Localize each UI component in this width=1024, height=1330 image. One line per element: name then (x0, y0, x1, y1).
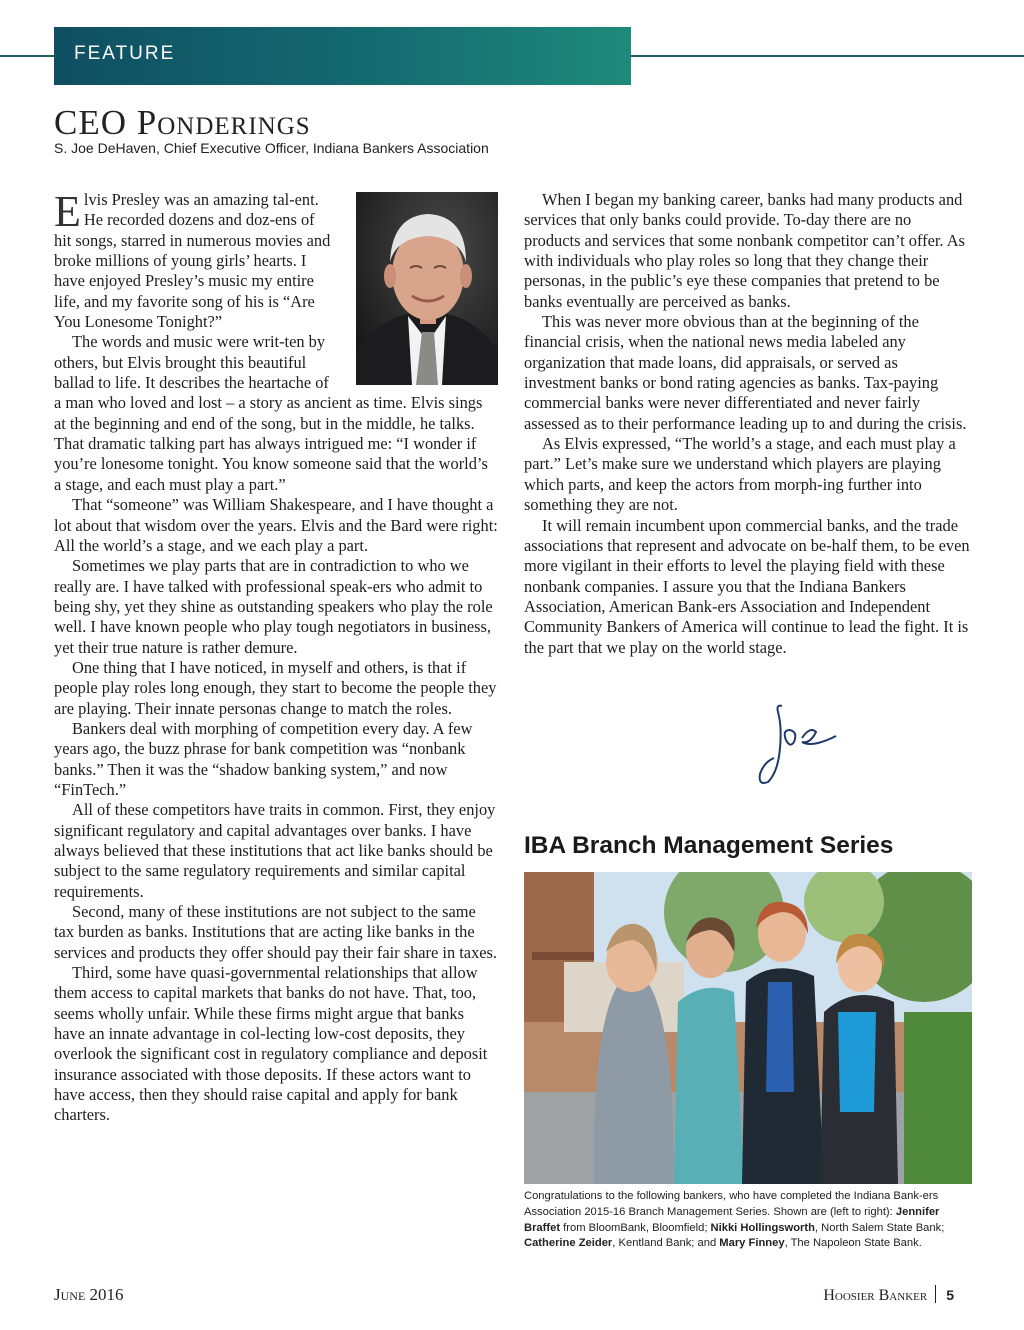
caption-bank: , The Napoleon State Bank. (784, 1237, 922, 1250)
group-photo (524, 872, 972, 1184)
byline: S. Joe DeHaven, Chief Executive Officer, Indiana Bankers Association (54, 140, 489, 156)
article-column-left (54, 187, 498, 1126)
photo-caption (524, 1189, 972, 1252)
paragraph: As Elvis expressed, “The world’s a stage, and each must play a part.” Let’s make sure we understand which players are playing which parts, and keep the actors from morph-ing further into something they are not. (524, 434, 956, 515)
paragraph: It will remain incumbent upon commercial banks, and the trade associations that represent and advocate on be-half them, to be even more vigilant in their efforts to level the playing field with these nonbank companies. I assure you that the Indiana Bankers Association, American Bank-ers Association and Independent Community Bankers of America will continue to lead the fight. It is the part that we play on the world stage. (524, 515, 970, 657)
caption-name: Catherine Zeider (524, 1237, 613, 1250)
paragraph: Third, some have quasi-governmental relationships that allow them access to capital markets that banks do not have. That, too, seems wholly unfair. While these firms might argue that banks have an innate advantage in col-lecting low-cost deposits, they overlook the significant cost in regulatory compliance and deposit insurance associated with those deposits. If these actors want to have access, then they should raise capital and apply for bank charters. (54, 963, 488, 1125)
signature (752, 700, 847, 790)
paragraph: One thing that I have noticed, in myself and others, is that if people play roles long enough, they start to become the people they are playing. Their innate personas change to match the roles. (54, 657, 497, 718)
paragraph: When I began my banking career, banks had many products and services that only banks could provide. To-day there are no products and services that some nonbank competitor can’t offer. As with individuals who play roles so long that they change their personas, in the public’s eye these companies that pretend to be banks eventually are perceived as banks. (524, 190, 965, 311)
paragraph: That “someone” was William Shakespeare, and I have thought a lot about that wisdom over the years. Elvis and the Bard were right: All the world’s a stage, and we each play a part. (54, 495, 498, 555)
footer-right (823, 1285, 954, 1305)
footer-magazine: Hoosier Banker (823, 1287, 928, 1304)
paragraph: Sometimes we play parts that are in contradiction to who we really are. I have talked with professional speak-ers who admit to being shy, yet they shine as outstanding speakers who play the role well. I have known people who play tough negotiators in business, yet their true nature is rather demure. (54, 556, 493, 657)
paragraph: lvis Presley was an amazing tal-ent. He recorded dozens and doz-ens of hit songs, starred in numerous movies and broke millions of young girls’ hearts. I have enjoyed Presley’s music my entire life, and my favorite song of his is “Are You Lonesome Tonight?” (54, 190, 331, 332)
paragraph: All of these competitors have traits in common. First, they enjoy significant regulatory and capital advantages over banks. I have always believed that these institutions that act like banks should be subject to the same regulatory requirements and similar capital requirements. (54, 800, 496, 901)
page-number: 5 (946, 1287, 954, 1303)
caption-bank: from BloomBank, Bloomfield; (560, 1221, 711, 1234)
article-column-right (524, 190, 970, 658)
caption-name: Jennifer Braffet (524, 1205, 940, 1234)
caption-bank: , North Salem State Bank; (814, 1221, 945, 1234)
ceo-portrait-photo (356, 192, 498, 385)
footer-issue: June 2016 (54, 1285, 124, 1304)
caption-intro: Congratulations to the following bankers, who have completed the Indiana Bank-ers Association 2015-16 Branch Management Series. Shown are (left to right): (524, 1190, 939, 1218)
paragraph: The words and music were writ-ten by others, but Elvis brought this beautiful ballad to life. It describes the heartache of a man who loved and lost – a story as ancient as time. Elvis sings at the beginning and end of the song, but in the middle, he talks. That dramatic talking part has always intrigued me: “I wonder if you’re lonesome tonight. You know someone said that the world’s a stage, and each must play a part.” (54, 332, 488, 494)
paragraph: Second, many of these institutions are not subject to the same tax burden as banks. Institutions that are acting like banks in the services and products they offer should pay their fair share in taxes. (54, 902, 498, 962)
article-title: CEO Ponderings (54, 103, 311, 142)
caption-name: Nikki Hollingsworth (710, 1221, 815, 1234)
drop-cap: E (54, 187, 81, 236)
caption-name: Mary Finney (719, 1237, 785, 1250)
section-label: FEATURE (74, 43, 176, 64)
paragraph: Bankers deal with morphing of competition every day. A few years ago, the buzz phrase for bank competition was “nonbank banks.” Then it was the “shadow banking system,” and now “FinTech.” (54, 718, 473, 799)
section-banner (54, 27, 631, 85)
caption-bank: , Kentland Bank; and (612, 1237, 720, 1250)
footer-divider (935, 1285, 936, 1303)
sidebar-title: IBA Branch Management Series (524, 832, 894, 859)
paragraph: This was never more obvious than at the beginning of the financial crisis, when the national news media labeled any organization that made loans, did appraisals, or served as investment banks or bond rating agencies as banks. Tax-paying commercial banks were never differentiated and never fairly assessed as to their performance leading up to and during the crisis. (524, 312, 967, 433)
